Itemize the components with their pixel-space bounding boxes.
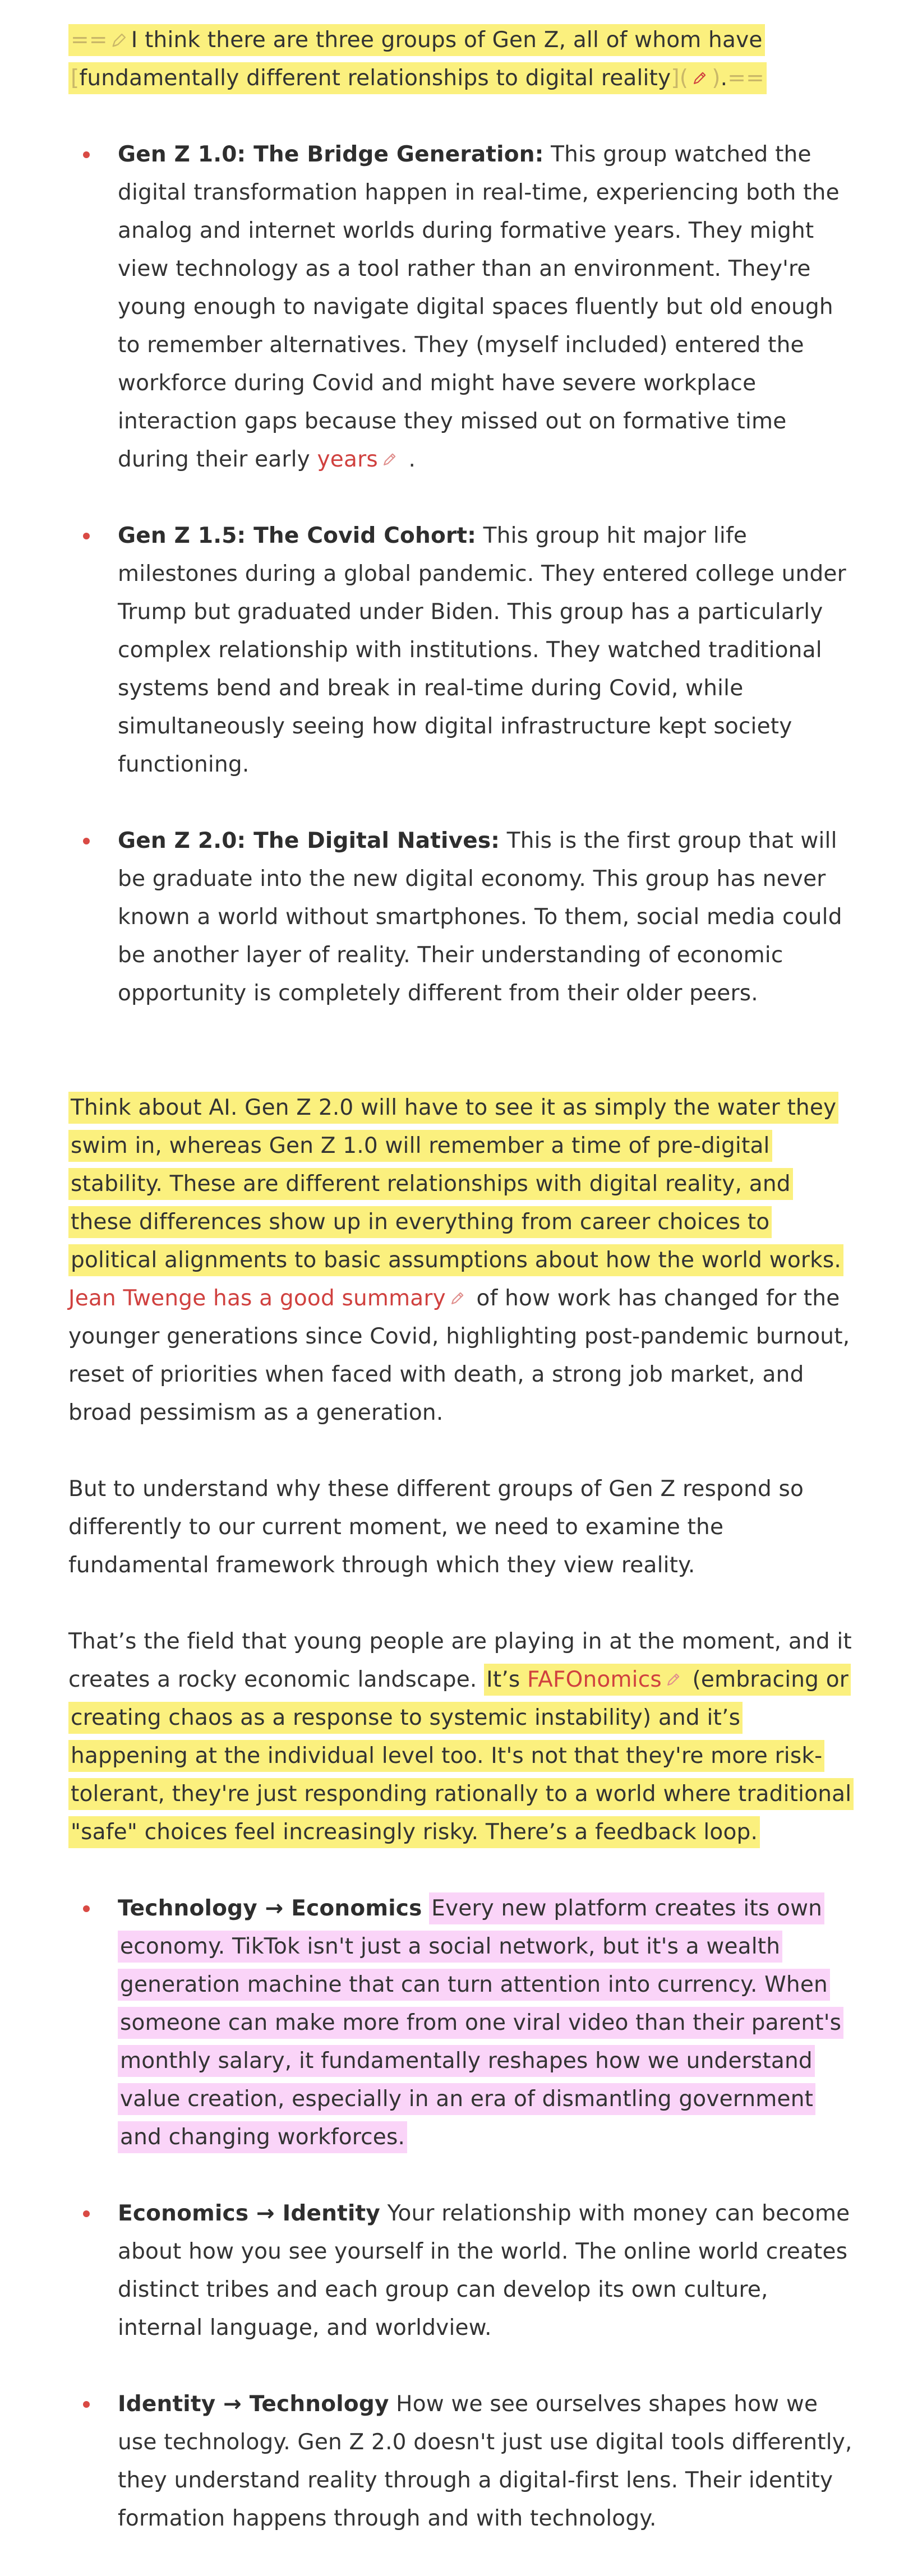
- intro-link-text[interactable]: fundamentally different relationships to digital reality: [79, 66, 671, 91]
- intro-paragraph: [68, 21, 854, 98]
- bullet-dot: [83, 2210, 90, 2217]
- ai-paragraph: [68, 1089, 854, 1432]
- list-item: [68, 1890, 854, 2157]
- highlight-marker-close: ==: [727, 66, 764, 91]
- spacer: [68, 1432, 854, 1470]
- pencil-icon[interactable]: [380, 450, 399, 469]
- list-item: [68, 822, 854, 1013]
- bullet-dot: [83, 1905, 90, 1912]
- group-tail: .: [401, 447, 416, 472]
- framework-paragraph: But to understand why these different groups of Gen Z respond so differently to our current moment, we need to examine the fundamental framework through which they view reality.: [68, 1476, 804, 1578]
- bullet-dot: [83, 838, 90, 844]
- group-text: This group watched the digital transformation happen in real-time, experiencing both the analog and internet worlds during formative years. They might view technology as a tool rather than an environment. They're young enough to navigate digital spaces fluently but old enough to remember alternatives. They (myself included) entered the workforce during Covid and might have severe workplace interaction gaps because they missed out on formative time during their early: [118, 142, 840, 472]
- years-link[interactable]: years: [317, 447, 378, 472]
- feedback-loop-list: [68, 1890, 854, 2538]
- spacer: [68, 1051, 854, 1089]
- intro-highlight: [68, 24, 767, 94]
- pencil-icon[interactable]: [664, 1670, 683, 1689]
- group-text: This is the first group that will be graduate into the new digital economy. This group has never known a world without smartphones. To them, social media could be another layer of reality. Their understanding of economic opportunity is completely different from their older peers.: [118, 828, 842, 1006]
- list-item: [68, 136, 854, 479]
- twenge-link[interactable]: Jean Twenge has a good summary: [68, 1286, 446, 1311]
- spacer: [68, 1852, 854, 1890]
- group-title: Gen Z 2.0: The Digital Natives:: [118, 828, 500, 853]
- link-bracket-close: ](: [671, 66, 689, 91]
- bullet-dot: [83, 533, 90, 539]
- bullet-dot: [83, 2401, 90, 2408]
- loop-title: Identity → Technology: [118, 2392, 389, 2417]
- loop-title: Technology → Economics: [118, 1896, 422, 1921]
- field-paragraph: [68, 1623, 854, 1852]
- ai-highlight: Think about AI. Gen Z 2.0 will have to see it as simply the water they swim in, whereas Gen Z 1.0 will remember a time of pre-digital stability. These are different relationships with digital reality, and these differences show up in everything from career choices to political alignments to basic assumptions about how the world works.: [68, 1092, 843, 1276]
- note-content: [68, 21, 854, 2576]
- group-title: Gen Z 1.5: The Covid Cohort:: [118, 523, 477, 548]
- field-highlight-b: (embracing or creating chaos as a response to systemic instability) and it’s happening at the individual level too. It's not that they're more risk-tolerant, they're just responding rationally to a world where traditional "safe" choices feel increasingly risky. There’s a feedback loop.: [71, 1667, 852, 1845]
- bullet-dot: [83, 151, 90, 158]
- highlighter-icon[interactable]: [110, 30, 129, 49]
- link-paren-close: ): [712, 66, 721, 91]
- highlight-marker-open: ==: [71, 27, 108, 53]
- loop-text: How we see ourselves shapes how we use technology. Gen Z 2.0 doesn't just use digital tools differently, they understand reality through a digital-first lens. Their identity formation happens through and with technology.: [118, 2392, 852, 2531]
- loop-title: Economics → Identity: [118, 2201, 381, 2226]
- pencil-icon[interactable]: [690, 68, 709, 87]
- list-item: [68, 517, 854, 784]
- fafonomics-link[interactable]: FAFOnomics: [527, 1667, 662, 1692]
- loop-text-highlight: Every new platform creates its own economy. TikTok isn't just a social network, but it's a wealth generation machine that can turn attention into currency. When someone can make more from one viral video than their parent's monthly salary, it fundamentally reshapes how we understand value creation, especially in an era of dismantling government and changing workforces.: [118, 1892, 843, 2153]
- list-item: [68, 2195, 854, 2347]
- loop-text: Your relationship with money can become about how you see yourself in the world. The online world creates distinct tribes and each group can develop its own culture, internal language, and worldview.: [118, 2201, 850, 2340]
- ai-rest: of how work has changed for the younger generations since Covid, highlighting post-pandemic burnout, reset of priorities when faced with death, a strong job market, and broad pessimism as a generation.: [68, 1286, 850, 1425]
- group-text: This group hit major life milestones during a global pandemic. They entered college under Trump but graduated under Biden. This group has a particularly complex relationship with institutions. They watched traditional systems bend and break in real-time during Covid, while simultaneously seeing how digital infrastructure kept society functioning.: [118, 523, 846, 777]
- list-item: [68, 2385, 854, 2538]
- field-plain: That’s the field that young people are playing in at the moment, and it creates a rocky economic landscape.: [68, 1629, 852, 1692]
- loop-spacer: [422, 1896, 430, 1921]
- intro-text: I think there are three groups of Gen Z, all of whom have: [131, 27, 763, 53]
- field-highlight-a: It’s: [486, 1667, 528, 1692]
- intro-period: .: [720, 66, 728, 91]
- spacer: [68, 98, 854, 136]
- spacer: [68, 1585, 854, 1623]
- link-bracket-open: [: [71, 66, 80, 91]
- gen-z-groups-list: [68, 136, 854, 1013]
- group-title: Gen Z 1.0: The Bridge Generation:: [118, 142, 544, 167]
- pencil-icon[interactable]: [448, 1289, 467, 1308]
